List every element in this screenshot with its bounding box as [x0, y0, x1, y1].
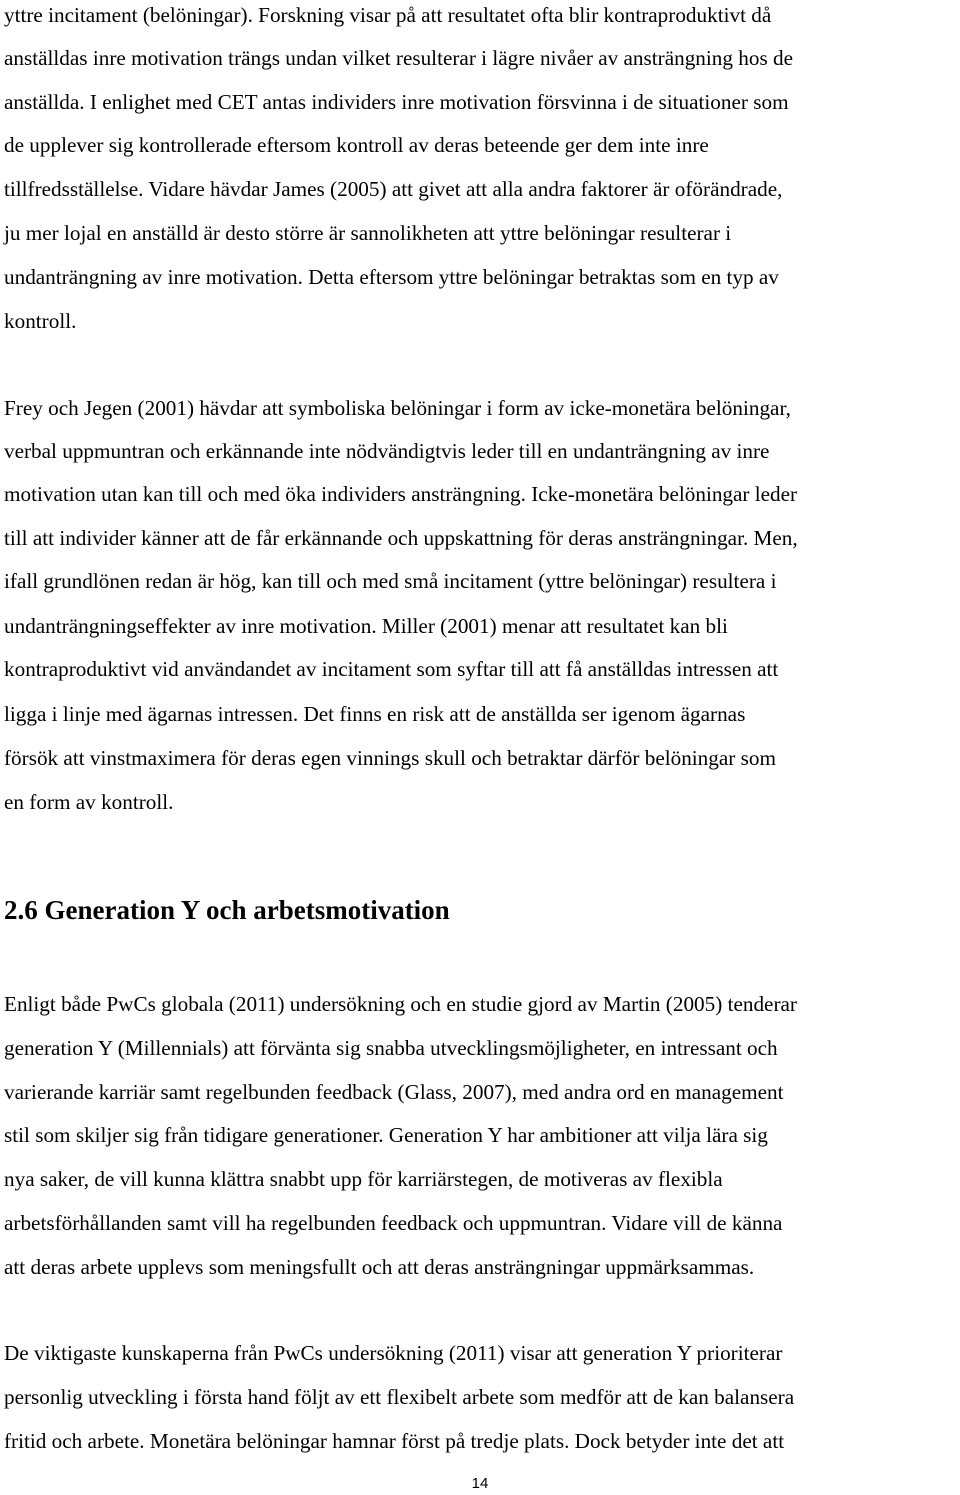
text-line: Frey och Jegen (2001) hävdar att symboliska belöningar i form av icke-monetära belöningar, — [4, 396, 791, 420]
text-line: ifall grundlönen redan är hög, kan till och med små incitament (yttre belöningar) resultera i — [4, 569, 777, 593]
text-line: ligga i linje med ägarnas intressen. Det finns en risk att de anställda ser igenom ägarnas — [4, 702, 746, 726]
text-line: kontraproduktivt vid användandet av incitament som syftar till att få anställdas intressen att — [4, 657, 779, 681]
section-heading: 2.6 Generation Y och arbetsmotivation — [4, 895, 450, 925]
text-line: verbal uppmuntran och erkännande inte nödvändigtvis leder till en undanträngning av inre — [4, 439, 770, 463]
text-line: att deras arbete upplevs som meningsfullt och att deras ansträngningar uppmärksammas. — [4, 1255, 755, 1279]
text-line: anställdas inre motivation trängs undan vilket resulterar i lägre nivåer av ansträngning hos de — [4, 46, 793, 70]
text-line: tillfredsställelse. Vidare hävdar James (2005) att givet att alla andra faktorer är oförändrade, — [4, 177, 783, 201]
page-number: 14 — [471, 1475, 489, 1492]
text-line: Enligt både PwCs globala (2011) undersökning och en studie gjord av Martin (2005) tenderar — [4, 992, 797, 1016]
text-line: varierande karriär samt regelbunden feedback (Glass, 2007), med andra ord en management — [4, 1080, 784, 1104]
text-line: kontroll. — [4, 309, 77, 333]
text-line: motivation utan kan till och med öka individers ansträngning. Icke-monetära belöningar leder — [4, 482, 798, 506]
text-line: arbetsförhållanden samt vill ha regelbunden feedback och uppmuntran. Vidare vill de känna — [4, 1211, 783, 1235]
text-line: generation Y (Millennials) att förvänta sig snabba utvecklingsmöjligheter, en intressant och — [4, 1036, 778, 1060]
text-line: undanträngning av inre motivation. Detta eftersom yttre belöningar betraktas som en typ av — [4, 265, 779, 289]
text-line: personlig utveckling i första hand följt av ett flexibelt arbete som medför att de kan balansera — [4, 1385, 795, 1409]
text-line: fritid och arbete. Monetära belöningar hamnar först på tredje plats. Dock betyder inte det att — [4, 1429, 785, 1453]
text-line: undanträngningseffekter av inre motivation. Miller (2001) menar att resultatet kan bli — [4, 614, 728, 638]
text-line: försök att vinstmaximera för deras egen vinnings skull och betraktar därför belöningar som — [4, 746, 776, 770]
text-line: yttre incitament (belöningar). Forskning visar på att resultatet ofta blir kontraproduktivt då — [4, 3, 772, 27]
text-line: en form av kontroll. — [4, 790, 174, 814]
text-line: ju mer lojal en anställd är desto större är sannolikheten att yttre belöningar resulterar i — [4, 221, 732, 245]
text-line: De viktigaste kunskaperna från PwCs undersökning (2011) visar att generation Y prioriterar — [4, 1341, 783, 1365]
text-line: stil som skiljer sig från tidigare generationer. Generation Y har ambitioner att vilja lära sig — [4, 1123, 768, 1147]
text-line: de upplever sig kontrollerade eftersom kontroll av deras beteende ger dem inte inre — [4, 133, 709, 157]
text-line: till att individer känner att de får erkännande och uppskattning för deras ansträngningar. Men, — [4, 526, 798, 550]
text-line: anställda. I enlighet med CET antas individers inre motivation försvinna i de situationer som — [4, 90, 789, 114]
text-line: nya saker, de vill kunna klättra snabbt upp för karriärstegen, de motiveras av flexibla — [4, 1167, 723, 1191]
